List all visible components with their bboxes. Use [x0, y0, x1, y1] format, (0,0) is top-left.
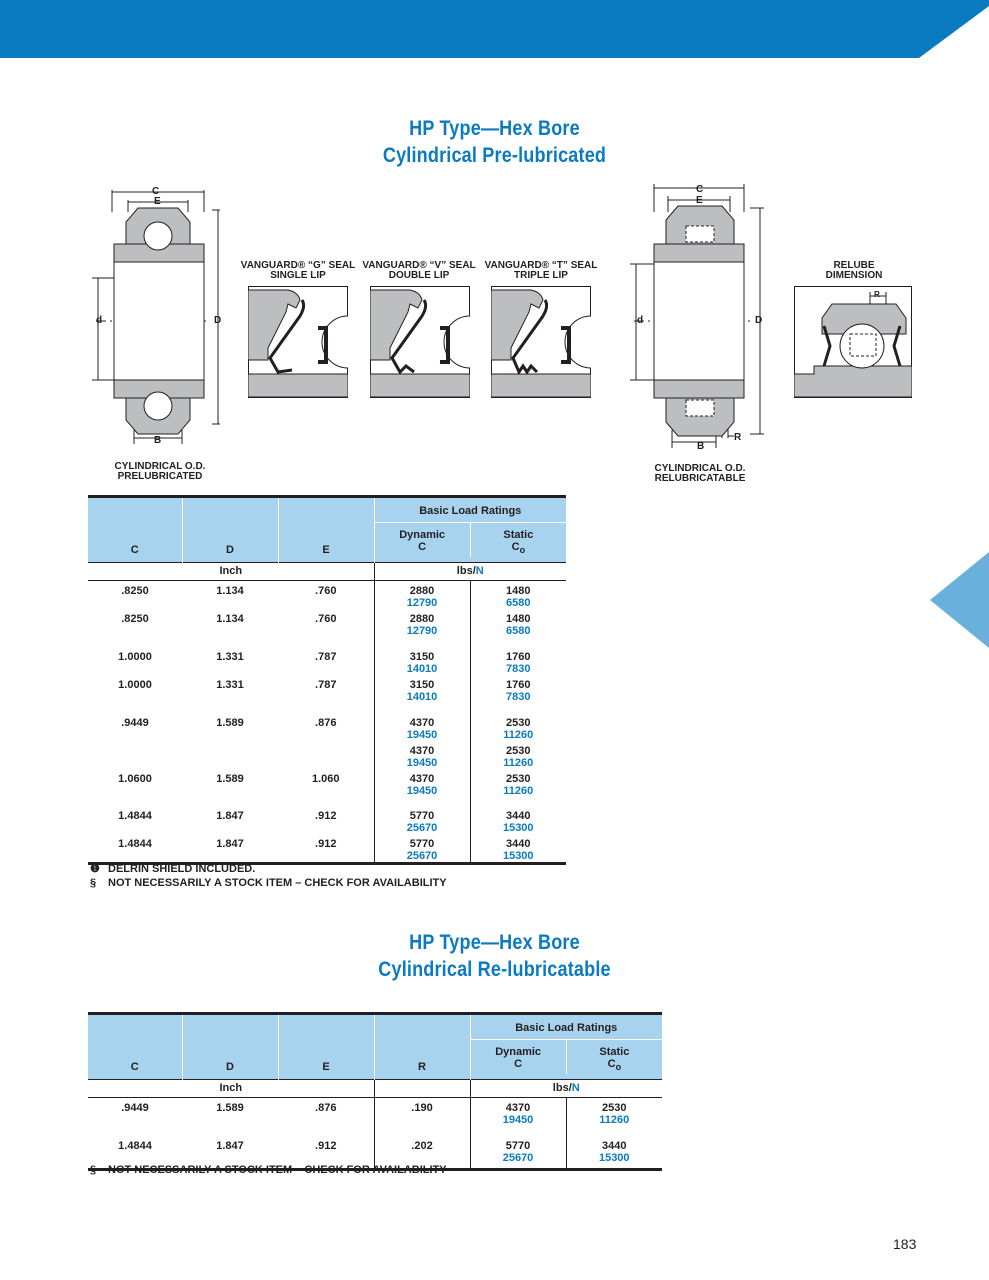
dim-e-label-left: E — [154, 196, 161, 207]
cell-dynamic — [374, 609, 470, 647]
cell-dynamic — [470, 1098, 566, 1136]
seal-drawing-v — [370, 286, 470, 398]
footnote-stock-1 — [90, 877, 447, 889]
cell-static-newtons: 6580 — [506, 625, 531, 637]
footnote-stock-1-text: NOT NECESSARILY A STOCK ITEM – CHECK FOR AVAILABILITY — [108, 877, 447, 889]
cell-static — [470, 806, 566, 834]
cell-dynamic — [374, 675, 470, 713]
page-number: 183 — [893, 1236, 917, 1252]
table-row — [88, 1098, 662, 1136]
t2-basic-load-ratings-header — [470, 1014, 662, 1080]
units-inch: Inch — [88, 563, 374, 581]
t2-col-header-d: D — [182, 1014, 278, 1080]
cell-dynamic-newtons: 25670 — [502, 1151, 534, 1164]
col-header-d: D — [182, 497, 278, 563]
cell-c: 1.0000 — [118, 679, 152, 691]
fig-label-prelubricated — [110, 462, 210, 482]
section2-title — [69, 929, 920, 983]
seal-drawing-t — [491, 286, 591, 398]
footnote-stock-2-text: NOT NECESSARILY A STOCK ITEM – CHECK FOR AVAILABILITY — [108, 1164, 447, 1176]
cell-d: 1.331 — [216, 679, 244, 691]
col-header-e: E — [278, 497, 374, 563]
cell-e — [278, 741, 374, 769]
cell-dynamic-lbs: 2880 — [409, 585, 435, 597]
cell-static — [470, 609, 566, 647]
cell-dynamic-lbs: 3150 — [409, 651, 435, 663]
cell-dynamic-newtons: 14010 — [406, 663, 438, 675]
cell-dynamic — [374, 769, 470, 806]
dim-b-label-right: B — [697, 441, 705, 452]
table-row — [88, 741, 566, 769]
dim-b-label-left: B — [154, 435, 162, 446]
cell-dynamic-lbs: 4370 — [505, 1102, 531, 1114]
cell-d: 1.847 — [216, 1139, 244, 1152]
cell-c: 1.0600 — [118, 773, 152, 785]
cell-dynamic-newtons: 14010 — [406, 691, 438, 703]
fig-label-prelubricated-line1: CYLINDRICAL O.D. — [114, 461, 206, 472]
cell-e: .912 — [315, 1139, 337, 1152]
cell-static-newtons: 11260 — [503, 785, 534, 797]
dynamic-label: Dynamic — [399, 529, 446, 541]
cell-static-newtons: 11260 — [503, 729, 534, 741]
prelubricated-spec-table — [88, 495, 566, 865]
cell-static-newtons: 7830 — [506, 691, 531, 703]
relubricatable-table-body — [88, 1098, 662, 1170]
seal-label-g-line1: VANGUARD® “G” SEAL — [240, 260, 356, 271]
t2-units-lbs-n — [470, 1080, 662, 1098]
dim-e-label-right: E — [696, 195, 703, 206]
fig-label-relubricatable — [650, 464, 750, 484]
dynamic-header — [375, 523, 470, 557]
cell-d: 1.134 — [216, 613, 244, 625]
cell-c: 1.0000 — [118, 651, 152, 663]
cell-dynamic-newtons: 19450 — [406, 785, 438, 797]
col-header-c: C — [88, 497, 182, 563]
table-row — [88, 834, 566, 864]
seal-label-g — [238, 261, 358, 281]
cell-static-newtons: 15300 — [502, 850, 534, 862]
cell-d — [182, 741, 278, 769]
cell-dynamic-lbs: 4370 — [409, 773, 435, 785]
cell-static-lbs: 2530 — [506, 773, 531, 785]
t2-static-c-subscript: o — [615, 1062, 622, 1073]
cell-static — [470, 713, 566, 741]
seal-label-v — [359, 261, 479, 281]
cell-dynamic-lbs: 4370 — [409, 745, 435, 757]
fig-label-relubricatable-line1: CYLINDRICAL O.D. — [654, 463, 746, 474]
static-c-letter: C — [511, 541, 520, 553]
cell-dynamic — [374, 834, 470, 864]
cell-dynamic-newtons: 25670 — [406, 822, 438, 834]
t2-units-n: N — [571, 1082, 580, 1094]
t2-units-inch: Inch — [88, 1080, 374, 1098]
table-row — [88, 647, 566, 675]
t2-col-header-r: R — [374, 1014, 470, 1080]
cell-e: .876 — [315, 717, 337, 729]
t2-dynamic-c-label: C — [514, 1058, 523, 1070]
cell-dynamic-lbs: 5770 — [505, 1139, 531, 1152]
footnote-delrin-symbol: ❶ — [90, 863, 100, 875]
relube-label-line1: RELUBE — [833, 260, 875, 271]
cell-dynamic-lbs: 5770 — [409, 838, 435, 850]
cell-dynamic — [374, 713, 470, 741]
cell-r: .202 — [374, 1136, 470, 1170]
dim-d-small-label-left: d — [96, 315, 103, 326]
cell-e: .787 — [315, 679, 337, 691]
cell-static-lbs: 1480 — [506, 613, 531, 625]
cell-dynamic-newtons: 19450 — [502, 1114, 534, 1126]
cell-dynamic — [374, 806, 470, 834]
cell-static-newtons: 6580 — [506, 597, 531, 609]
cell-static — [470, 741, 566, 769]
cell-static-newtons: 11260 — [503, 757, 534, 769]
t2-static-label: Static — [599, 1046, 630, 1058]
cell-dynamic — [374, 647, 470, 675]
cell-static-lbs: 3440 — [602, 1139, 627, 1152]
cell-d: 1.589 — [216, 1102, 244, 1114]
cell-c: .8250 — [121, 585, 149, 597]
cell-e: .760 — [315, 613, 337, 625]
cell-dynamic-newtons: 25670 — [406, 850, 438, 862]
cell-r: .190 — [374, 1098, 470, 1136]
table-row — [88, 806, 566, 834]
section2-title-line2: Cylindrical Re-lubricatable — [378, 958, 611, 981]
seal-label-g-line2: SINGLE LIP — [270, 270, 326, 281]
units-n: N — [475, 565, 484, 577]
basic-load-ratings-header — [374, 497, 566, 563]
footnote-delrin-text: DELRIN SHIELD INCLUDED. — [108, 863, 256, 875]
t2-static-header — [566, 1040, 662, 1074]
units-lbs: lbs/ — [456, 565, 476, 577]
table-row — [88, 581, 566, 610]
cell-static — [470, 675, 566, 713]
cell-e: 1.060 — [311, 773, 340, 785]
cell-c: .9449 — [121, 1102, 149, 1114]
cell-d: 1.847 — [216, 810, 244, 822]
dim-d-big-label-right: D — [755, 315, 763, 326]
section1-title-line1: HP Type—Hex Bore — [409, 117, 580, 140]
cell-static-newtons: 7830 — [506, 663, 531, 675]
t2-dynamic-label: Dynamic — [495, 1046, 542, 1058]
cell-d: 1.134 — [216, 585, 244, 597]
relube-dimension-label — [804, 261, 904, 281]
cell-dynamic — [470, 1136, 566, 1170]
seal-label-t-line1: VANGUARD® “T” SEAL — [484, 260, 598, 271]
cell-dynamic-newtons: 19450 — [406, 757, 438, 769]
seal-label-t — [481, 261, 601, 281]
cell-d: 1.331 — [216, 651, 244, 663]
cell-dynamic — [374, 581, 470, 610]
cell-d: 1.589 — [216, 717, 244, 729]
relube-r-label: R — [874, 290, 880, 299]
cell-c — [88, 741, 182, 769]
section2-title-line1: HP Type—Hex Bore — [409, 931, 580, 954]
cell-static — [470, 647, 566, 675]
cell-d: 1.589 — [216, 773, 244, 785]
cell-static-newtons: 11260 — [599, 1114, 630, 1126]
prelubricated-table-body — [88, 581, 566, 864]
relube-dimension-drawing — [794, 286, 912, 398]
cell-static-lbs: 3440 — [506, 810, 531, 822]
t2-col-header-c: C — [88, 1014, 182, 1080]
cell-e: .760 — [315, 585, 337, 597]
cell-static-newtons: 15300 — [598, 1151, 630, 1164]
dim-r-label-right: R — [734, 432, 742, 443]
cell-e: .912 — [315, 810, 337, 822]
cell-dynamic-lbs: 3150 — [409, 679, 435, 691]
fig-label-relubricatable-line2: RELUBRICATABLE — [654, 473, 746, 484]
footnote-stock-1-symbol: § — [90, 877, 97, 889]
static-label: Static — [503, 529, 534, 541]
cell-dynamic-lbs: 4370 — [409, 717, 435, 729]
top-banner — [0, 0, 989, 58]
cell-c: .8250 — [121, 613, 149, 625]
dim-c-label-right: C — [696, 184, 704, 195]
cell-static-lbs: 1760 — [506, 679, 531, 691]
cell-static — [470, 581, 566, 610]
fig-label-prelubricated-line2: PRELUBRICATED — [117, 471, 203, 482]
cell-e: .787 — [315, 651, 337, 663]
seal-label-v-line2: DOUBLE LIP — [388, 270, 450, 281]
seal-label-t-line2: TRIPLE LIP — [514, 270, 568, 281]
cell-c: 1.4844 — [118, 1139, 152, 1152]
section1-title — [69, 115, 920, 169]
cell-c: .9449 — [121, 717, 149, 729]
cell-static-lbs: 2530 — [506, 745, 531, 757]
static-header — [470, 523, 566, 557]
t2-units-lbs: lbs/ — [552, 1082, 572, 1094]
table-row — [88, 675, 566, 713]
static-c-subscript: o — [519, 545, 526, 556]
cell-static-newtons: 15300 — [502, 822, 534, 834]
table-row — [88, 609, 566, 647]
cell-static-lbs: 3440 — [506, 838, 531, 850]
cell-dynamic-newtons: 12790 — [406, 625, 438, 637]
cell-dynamic-newtons: 19450 — [406, 729, 438, 741]
cell-static-lbs: 1480 — [506, 585, 531, 597]
static-c-label — [471, 541, 566, 556]
seal-label-v-line1: VANGUARD® “V” SEAL — [362, 260, 476, 271]
dim-d-small-label-right: d — [637, 315, 644, 326]
dynamic-c-label: C — [418, 541, 427, 553]
t2-dynamic-header — [471, 1040, 566, 1074]
cell-static-lbs: 1760 — [506, 651, 531, 663]
seal-drawing-g — [248, 286, 348, 398]
side-tab-marker — [930, 552, 989, 648]
cell-dynamic-newtons: 12790 — [406, 597, 438, 609]
section1-title-line2: Cylindrical Pre-lubricated — [382, 144, 607, 167]
t2-col-header-e: E — [278, 1014, 374, 1080]
table-row — [88, 713, 566, 741]
footnote-stock-2 — [90, 1164, 447, 1176]
cell-d: 1.847 — [216, 838, 244, 850]
units-lbs-n — [374, 563, 566, 581]
cell-static — [566, 1136, 662, 1170]
t2-basic-load-ratings-label: Basic Load Ratings — [471, 1015, 663, 1040]
cell-dynamic-lbs: 5770 — [409, 810, 435, 822]
cell-c: 1.4844 — [118, 838, 152, 850]
dim-c-label-left: C — [152, 186, 160, 197]
bearing-drawing-relubricatable — [630, 182, 770, 457]
t2-units-spacer — [374, 1080, 470, 1098]
cell-static — [470, 834, 566, 864]
cell-dynamic — [374, 741, 470, 769]
cell-static-lbs: 2530 — [602, 1102, 627, 1114]
cell-c: 1.4844 — [118, 810, 152, 822]
t2-static-c-letter: C — [607, 1058, 616, 1070]
t2-static-c-label — [567, 1058, 662, 1073]
cell-static — [470, 769, 566, 806]
cell-dynamic-lbs: 2880 — [409, 613, 435, 625]
cell-e: .876 — [315, 1102, 337, 1114]
dim-d-big-label-left: D — [214, 315, 222, 326]
cell-e: .912 — [315, 838, 337, 850]
table-row — [88, 769, 566, 806]
cell-static — [566, 1098, 662, 1136]
basic-load-ratings-label: Basic Load Ratings — [375, 498, 567, 523]
cell-static-lbs: 2530 — [506, 717, 531, 729]
footnote-stock-2-symbol: § — [90, 1164, 97, 1176]
footnote-delrin — [90, 862, 255, 875]
relube-label-line2: DIMENSION — [825, 270, 883, 281]
bearing-drawing-prelubricated — [92, 182, 232, 452]
relubricatable-spec-table — [88, 1012, 662, 1171]
